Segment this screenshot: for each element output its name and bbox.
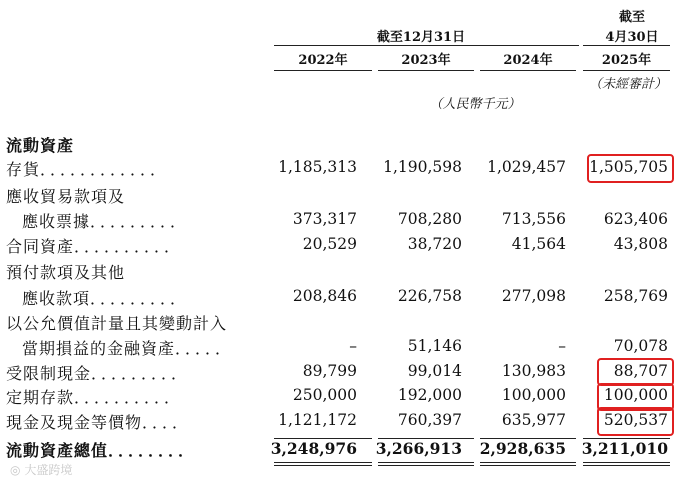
row-value: 99,014 — [407, 362, 462, 380]
row-label — [6, 157, 168, 180]
row-value: 43,808 — [613, 235, 668, 253]
year-underline-2022 — [274, 70, 372, 71]
section-title: 流動資產 — [6, 136, 75, 155]
row-value: 88,707 — [613, 362, 668, 380]
row-value: – — [349, 337, 357, 355]
row-value: – — [558, 337, 566, 355]
row-value: 100,000 — [603, 386, 668, 404]
row-value: 89,799 — [302, 362, 357, 380]
header-year-2024: 2024年 — [503, 53, 553, 68]
watermark — [10, 461, 72, 478]
row-label-text: 存貨 — [6, 160, 41, 179]
row-leader-dots: ．．．．．．．． — [108, 441, 197, 460]
header-interim-date: 4月30日 — [605, 30, 659, 45]
header-interim-underline — [583, 45, 670, 46]
row-value: 623,406 — [603, 210, 668, 228]
row-value: 635,977 — [501, 411, 566, 429]
header-interim-top: 截至 — [618, 10, 645, 25]
row-leader-dots: ．．．．．．．．．． — [74, 388, 183, 407]
row-value: 41,564 — [511, 235, 566, 253]
header-year-2025: 2025年 — [601, 53, 652, 68]
row-value: 1,185,313 — [278, 158, 357, 176]
header-year-2023: 2023年 — [401, 53, 451, 68]
row-value: 760,397 — [397, 411, 462, 429]
row-value: 130,983 — [501, 362, 566, 380]
row-value: 1,505,705 — [589, 158, 668, 176]
header-year-2022: 2022年 — [298, 53, 348, 68]
row-value: 226,758 — [397, 287, 462, 305]
total-topline-2023 — [378, 438, 474, 439]
row-value: 51,146 — [407, 337, 462, 355]
row-label-text: 當期損益的金融資產 — [22, 339, 176, 358]
row-label-text: 流動資產總值 — [6, 441, 109, 460]
year-underline-2023 — [378, 70, 474, 71]
row-value: 277,098 — [501, 287, 566, 305]
row-value: 520,537 — [603, 411, 668, 429]
row-value: 3,248,976 — [270, 439, 357, 458]
row-leader-dots: ．．．．．．．．．． — [74, 237, 183, 256]
row-label-text: 定期存款 — [6, 388, 75, 407]
row-label — [6, 438, 196, 461]
row-label — [6, 234, 182, 257]
row-label-text: 應收款項 — [22, 289, 91, 308]
header-period-underline — [274, 45, 579, 46]
row-value: 1,029,457 — [487, 158, 566, 176]
watermark-text: 大盛跨境 — [24, 463, 73, 477]
row-value: 192,000 — [397, 386, 462, 404]
total-topline-2022 — [274, 438, 372, 439]
highlight-restricted-cash-2025 — [597, 358, 674, 386]
row-value: 708,280 — [397, 210, 462, 228]
row-label — [6, 184, 125, 207]
row-label-text: 預付款項及其他 — [6, 263, 126, 282]
row-leader-dots: ．．．． — [142, 413, 191, 432]
row-label — [22, 336, 233, 359]
row-value: 3,211,010 — [581, 439, 668, 458]
row-value: 3,266,913 — [375, 439, 462, 458]
row-value: 713,556 — [501, 210, 566, 228]
row-leader-dots: ．．．．． — [175, 339, 234, 358]
row-leader-dots: ．．．．．．．．． — [90, 212, 189, 231]
row-label-text: 現金及現金等價物 — [6, 413, 143, 432]
unaudited-note: （未經審計） — [588, 77, 667, 92]
year-underline-2025 — [583, 70, 670, 71]
row-value: 20,529 — [302, 235, 357, 253]
currency-unit: （人民幣千元） — [429, 97, 521, 112]
row-label — [6, 385, 182, 408]
row-label-text: 以公允價值計量且其變動計入 — [6, 314, 228, 333]
highlight-cash-equivalents-2025 — [597, 407, 674, 436]
row-value: 250,000 — [292, 386, 357, 404]
row-value: 373,317 — [292, 210, 357, 228]
row-value: 38,720 — [407, 235, 462, 253]
row-label — [22, 209, 188, 232]
year-underline-2024 — [480, 70, 576, 71]
row-leader-dots: ．．．．．．．．．．．． — [40, 160, 169, 179]
total-doubleline-2023 — [378, 462, 474, 466]
header-period-group: 截至12月31日 — [376, 30, 466, 45]
row-label — [6, 260, 125, 283]
row-label-text: 應收票據 — [22, 212, 91, 231]
row-value: 2,928,635 — [479, 439, 566, 458]
row-leader-dots: ．．．．．．．．． — [91, 364, 190, 383]
row-leader-dots: ．．．．．．．．． — [90, 289, 189, 308]
row-label-text: 合同資產 — [6, 237, 75, 256]
row-value: 1,121,172 — [278, 411, 357, 429]
highlight-inventory-2025 — [587, 154, 674, 183]
row-label-text: 應收貿易款項及 — [6, 187, 126, 206]
row-value: 208,846 — [292, 287, 357, 305]
row-label — [22, 286, 188, 309]
row-label — [6, 311, 227, 334]
total-doubleline-2024 — [480, 462, 576, 466]
row-label — [6, 361, 189, 384]
total-doubleline-2025 — [583, 462, 670, 466]
total-topline-2024 — [480, 438, 576, 439]
row-label — [6, 410, 190, 433]
total-doubleline-2022 — [274, 462, 372, 466]
row-label-text: 受限制現金 — [6, 364, 92, 383]
row-value: 70,078 — [613, 337, 668, 355]
row-value: 100,000 — [501, 386, 566, 404]
row-value: 1,190,598 — [383, 158, 462, 176]
watermark-logo-icon: ◎ — [10, 463, 21, 477]
total-topline-2025 — [583, 438, 670, 439]
row-value: 258,769 — [603, 287, 668, 305]
